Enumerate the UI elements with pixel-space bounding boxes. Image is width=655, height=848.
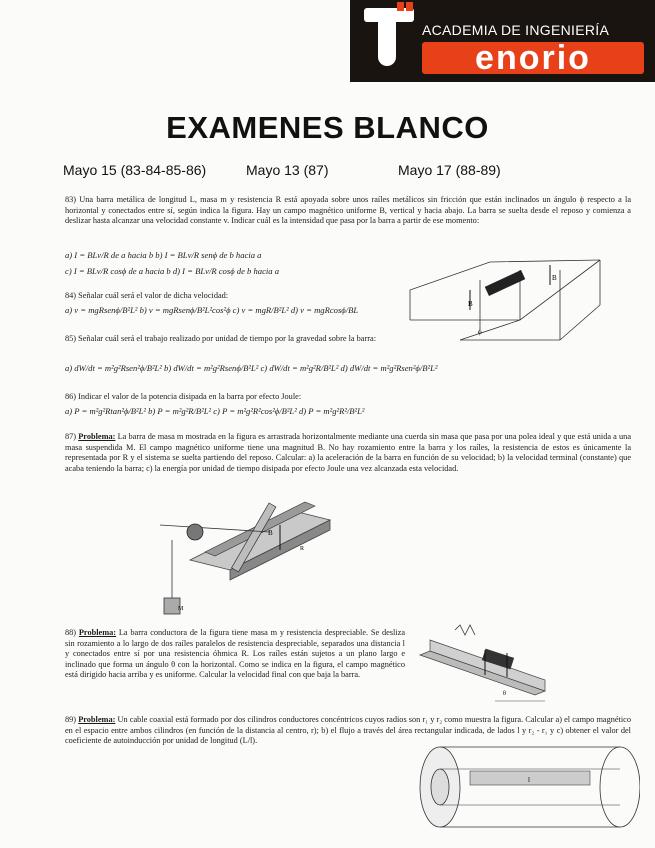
logo-name: enorio	[422, 42, 644, 74]
problem-88-text: La barra conductora de la figura tiene masa m y resistencia despreciable. Se desliza sin rozamiento a lo largo de dos raíles paralelos de resistencia despreciable, separados una distancia l y conectados entre sí por una resistencia óhmica R. Los raíles están sujetos a un plano largo e inclinado que forma un ángulo θ con la horizontal. Como se indica en la figura, el campo magnético está dirigido hacia arriba y es uniforme. Calcular la velocidad final con que baja la barra.	[65, 628, 406, 680]
problem-89-number: 89)	[65, 715, 77, 724]
academy-logo	[350, 0, 655, 82]
question-85: 85) Señalar cuál será el trabajo realizado por unidad de tiempo por la gravedad sobre la barra:	[65, 334, 376, 343]
svg-text:θ: θ	[503, 691, 506, 697]
page-title: EXAMENES BLANCO	[166, 110, 489, 145]
svg-text:B: B	[468, 300, 473, 308]
problem-87-number: 87)	[65, 432, 77, 441]
pulley-rail-figure	[150, 490, 350, 620]
svg-text:B: B	[268, 529, 273, 537]
problem-88-label: Problema:	[78, 628, 117, 637]
svg-text:B: B	[552, 274, 557, 282]
svg-text:R: R	[300, 546, 305, 552]
question-83-options-2: c) I = BLv/R cosϕ de a hacia b d) I = BLv/R cosϕ de b hacia a	[65, 266, 280, 276]
question-84-options: a) v = mgRsenϕ/B²L² b) v = mgRsenϕ/B²L²cos²ϕ c) v = mgR/B²L² d) v = mgRcosϕ/BL	[65, 305, 359, 315]
problem-87	[65, 432, 631, 474]
question-85-options: a) dW/dt = m²g²Rsen²ϕ/B²L² b) dW/dt = m²g²Rsenϕ/B²L² c) dW/dt = m²g²R/B²L² d) dW/dt = m²g²Rsen²ϕ/B²L²	[65, 363, 438, 373]
date-3: Mayo 17 (88-89)	[398, 162, 501, 178]
question-83-options-1: a) I = BLv/R de a hacia b b) I = BLv/R senϕ de b hacia a	[65, 250, 262, 260]
question-83: 83) Una barra metálica de longitud L, masa m y resistencia R está apoyada sobre unos raíles metálicos sin fricción que están inclinados un ángulo ϕ respecto a la horizontal y conectados entre sí, según indica la figura. Hay un campo magnético uniforme B, vertical y hacia abajo. La barra se suelta desde el reposo y comienza a deslizar hasta alcanzar una velocidad constante v. Indicar cuál es la intensidad que pasa por la barra a partir de ese momento:	[65, 195, 631, 226]
inclined-plane-figure	[415, 615, 550, 705]
question-86: 86) Indicar el valor de la potencia disipada en la barra por efecto Joule:	[65, 392, 302, 401]
svg-text:M: M	[178, 606, 184, 612]
question-86-options: a) P = m²g²Rtan²ϕ/B²L² b) P = m²g²R/B²L² c) P = m²g²R²cos²ϕ/B²L² d) P = m²g²R²/B²L²	[65, 406, 365, 416]
logo-t-mark	[364, 8, 414, 70]
problem-88	[65, 628, 405, 681]
problem-89-label: Problema:	[78, 715, 116, 724]
question-84: 84) Señalar cuál será el valor de dicha velocidad:	[65, 291, 229, 300]
date-2: Mayo 13 (87)	[246, 162, 329, 178]
problem-87-text: La barra de masa m mostrada en la figura es arrastrada horizontalmente mediante una cuerda sin masa que pasa por una polea ideal y que está unida a una masa suspendida M. El campo magnético uniforme tiene una magnitud B. No hay rozamiento entre la barra y los raíles, la resistencia de estos es únicamente la representada por R y el sistema se suelta partiendo del reposo. Calcular: a) la aceleración de la barra en función de su velocidad; b) la velocidad terminal (constante) que acaba teniendo la barra; c) la energía por unidad de tiempo disipada por efecto Joule una vez alcanzada esta velocidad.	[65, 432, 632, 473]
problem-89-text: Un cable coaxial está formado por dos cilindros conductores concéntricos cuyos radios son r₁ y r₂ como muestra la figura. Calcular a) el campo magnético en el espacio entre ambos cilindros (en función de la distancia al centro, r); b) el flujo a través del área rectangular indicada, de lados l y r₂ - r₁ y c) obtener el valor del coeficiente de autoinducción por unidad de longitud (L/l).	[65, 715, 631, 746]
inclined-rails-figure	[400, 250, 625, 350]
svg-text:l: l	[528, 776, 530, 784]
coaxial-cable-figure	[410, 735, 640, 840]
problem-87-label: Problema:	[78, 432, 116, 441]
date-1: Mayo 15 (83-84-85-86)	[63, 162, 207, 178]
problem-88-number: 88)	[65, 628, 77, 637]
logo-academy-text: ACADEMIA DE INGENIERÍA	[422, 22, 610, 38]
svg-text:ϕ: ϕ	[478, 328, 482, 336]
